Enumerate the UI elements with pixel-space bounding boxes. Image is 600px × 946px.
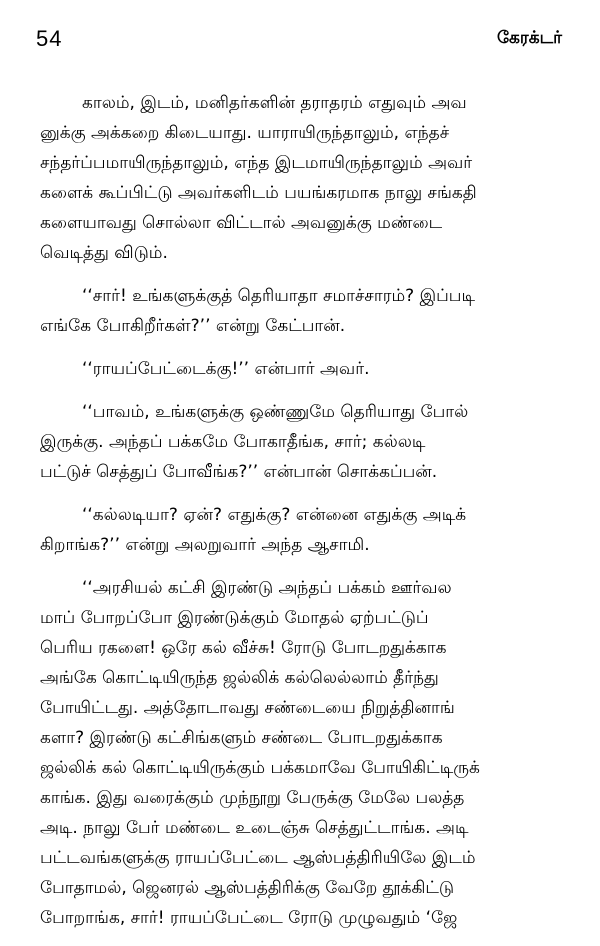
text-line: னுக்கு அக்கறை கிடையாது. யாராயிருந்தாலும், எந்தச் [40,123,450,143]
page-body [40,88,568,946]
text-line: இருக்கு. அந்தப் பக்கமே போகாதீங்க, சார்; கல்லடி [40,432,426,452]
paragraph [40,573,568,933]
text-line: மாப் போறப்போ இரண்டுக்கும் மோதல் ஏற்பட்டுப் [40,608,429,628]
text-line: ‘‘கல்லடியா? ஏன்? எதுக்கு? என்னை எதுக்கு அடிக் [82,505,467,525]
text-line: களையாவது சொல்லா விட்டால் அவனுக்கு மண்டை [40,213,443,233]
paragraph [40,500,568,560]
paragraph [40,88,568,268]
text-line: போயிட்டது. அத்தோடாவது சண்டையை நிறுத்தினாங் [40,698,455,718]
text-line: காங்க. இது வரைக்கும் முந்நூறு பேருக்கு மேலே பலத்த [40,788,465,808]
text-line: போதாமல், ஜெனரல் ஆஸ்பத்திரிக்கு வேறே தூக்கிட்டு [40,878,455,898]
running-title: கேரக்டர் [496,28,562,48]
text-line: களைக் கூப்பிட்டு அவர்களிடம் பயங்கரமாக நாலு சங்கதி [40,183,477,203]
text-line: பட்டுச் செத்துப் போவீங்க?’’ என்பான் சொக்கப்பன். [40,462,438,482]
text-line: பெரிய ரகளை! ஒரே கல் வீச்சு! ரோடு போடறதுக்காக [40,638,447,658]
text-line: சந்தர்ப்பமாயிருந்தாலும், எந்த இடமாயிருந்தாலும் அவர் [40,153,473,173]
paragraph [40,397,568,487]
text-line: ‘‘ராயப்பேட்டைக்கு!’’ என்பார் அவர். [82,359,370,379]
text-line: எங்கே போகிறீர்கள்?’’ என்று கேட்பான். [40,316,346,336]
text-line: போறாங்க, சார்! ராயப்பேட்டை ரோடு முழுவதும் ‘ஜே [40,908,458,928]
text-line: அடி. நாலு பேர் மண்டை உடைஞ்சு செத்துட்டாங்க. அடி [40,818,469,838]
text-line: காலம், இடம், மனிதர்களின் தராதரம் எதுவும் அவ [82,93,467,113]
text-line: ‘‘அரசியல் கட்சி இரண்டு அந்தப் பக்கம் ஊர்வல [82,578,452,598]
paragraph [40,281,568,341]
text-line: ‘‘சார்! உங்களுக்குத் தெரியாதா சமாச்சாரம்? இப்படி [82,286,475,306]
text-line: அங்கே கொட்டியிருந்த ஜல்லிக் கல்லெல்லாம் தீர்ந்து [40,668,439,688]
text-line: கிறாங்க?’’ என்று அலறுவார் அந்த ஆசாமி. [40,535,370,555]
page-number: 54 [36,26,63,51]
text-line: வெடித்து விடும். [40,243,168,263]
text-line: ஜல்லிக் கல் கொட்டியிருக்கும் பக்கமாவே போயிகிட்டிருக் [40,758,480,778]
text-line: ‘‘பாவம், உங்களுக்கு ஒண்ணுமே தெரியாது போல் [82,402,469,422]
text-line: களா? இரண்டு கட்சிங்களும் சண்டை போடறதுக்காக [40,728,443,748]
paragraph [40,354,568,384]
page-header [36,26,562,56]
text-line: பட்டவங்களுக்கு ராயப்பேட்டை ஆஸ்பத்திரியிலே இடம் [40,848,476,868]
